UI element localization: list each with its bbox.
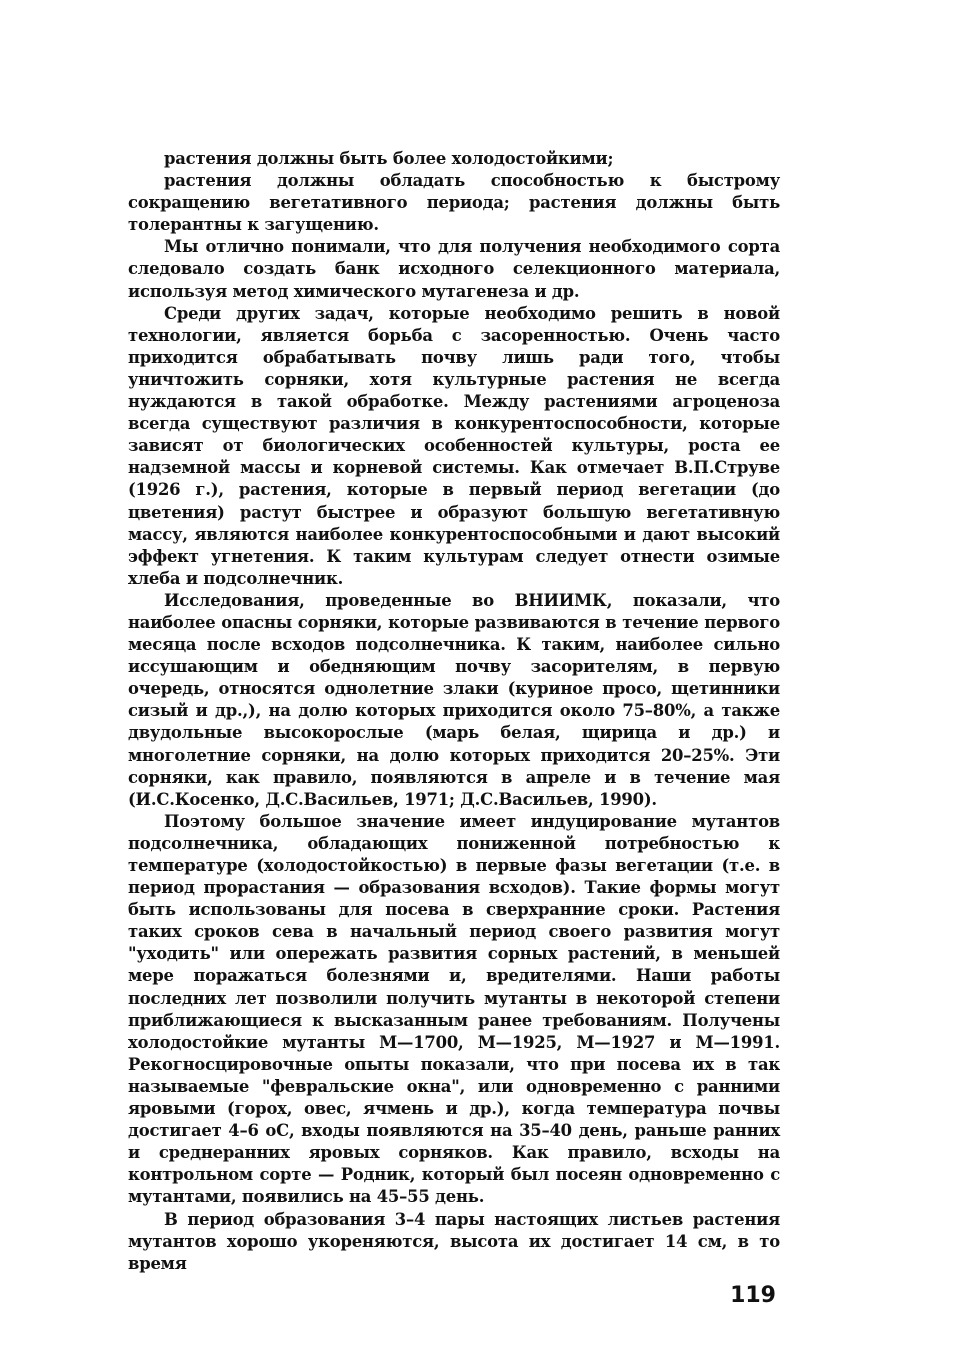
paragraph-7: В период образования 3–4 пары настоящих листьев растения мутантов хорошо укореняются, высота их достигает 14 см, в то время	[128, 1209, 780, 1273]
paragraph-6: Поэтому большое значение имеет индуцирование мутантов подсолнечника, обладающих пониженной потребностью к температуре (холодостойкостью) в первые фазы вегетации (т.е. в период прорастания — образования всходов). Такие формы могут быть использованы для посева в сверхранние сроки. Растения таких сроков сева в начальный период своего развития могут "уходить" или опережать развития сорных растений, в меньшей мере поражаться болезнями и, вредителями. Наши работы последних лет позволили получить мутанты в некоторой степени приближающиеся к высказанным ранее требованиям. Получены холодостойкие мутанты М—1700, М—1925, М—1927 и М—1991. Рекогносцировочные опыты показали, что при посева их в так называемые "февральские окна", или одновременно с ранними яровыми (горох, овес, ячмень и др.), когда температура почвы достигает 4–6 оС, входы появляются на 35–40 день, раньше ранних и среднеранних яровых сорняков. Как правило, всходы на контрольном сорте — Родник, который был посеян одновременно с мутантами, появились на 45–55 день.	[128, 811, 780, 1207]
paragraph-5: Исследования, проведенные во ВНИИМК, показали, что наиболее опасны сорняки, которые развиваются в течение первого месяца после всходов подсолнечника. К таким, наиболее сильно иссушающим и обедняющим почву засорителям, в первую очередь, относятся однолетние злаки (куриное просо, щетинники сизый и др.,), на долю которых приходится около 75–80%, а также двудольные высокорослые (марь белая, щирица и др.) и многолетние сорняки, на долю которых приходится 20–25%. Эти сорняки, как правило, появляются в апреле и в течение мая (И.С.Косенко, Д.С.Васильев, 1971; Д.С.Васильев, 1990).	[128, 590, 780, 809]
page-text-area	[128, 148, 780, 1308]
paragraph-4: Среди других задач, которые необходимо решить в новой технологии, является борьба с засоренностью. Очень часто приходится обрабатывать почву лишь ради того, чтобы уничтожить сорняки, хотя культурные растения не всегда нуждаются в такой обработке. Между растениями агроценоза всегда существуют различия в конкурентоспособности, которые зависят от биологических особенностей культуры, роста ее надземной массы и корневой системы. Как отмечает В.П.Струве (1926 г.), растения, которые в первый период вегетации (до цветения) растут быстрее и образуют большую вегетативную массу, являются наиболее конкурентоспособными и дают высокий эффект угнетения. К таким культурам следует отнести озимые хлеба и подсолнечник.	[128, 303, 780, 588]
paragraph-3: Мы отлично понимали, что для получения необходимого сорта следовало создать банк исходного селекционного материала, используя метод химического мутагенеза и др.	[128, 237, 780, 301]
paragraph-1: растения должны быть более холодостойкими;	[164, 149, 614, 168]
paragraph-2: растения должны обладать способностью к быстрому сокращению вегетативного периода; растения должны быть толерантны к загущению.	[128, 171, 780, 235]
page-number: 119	[730, 1283, 776, 1308]
body-text	[128, 148, 780, 1275]
